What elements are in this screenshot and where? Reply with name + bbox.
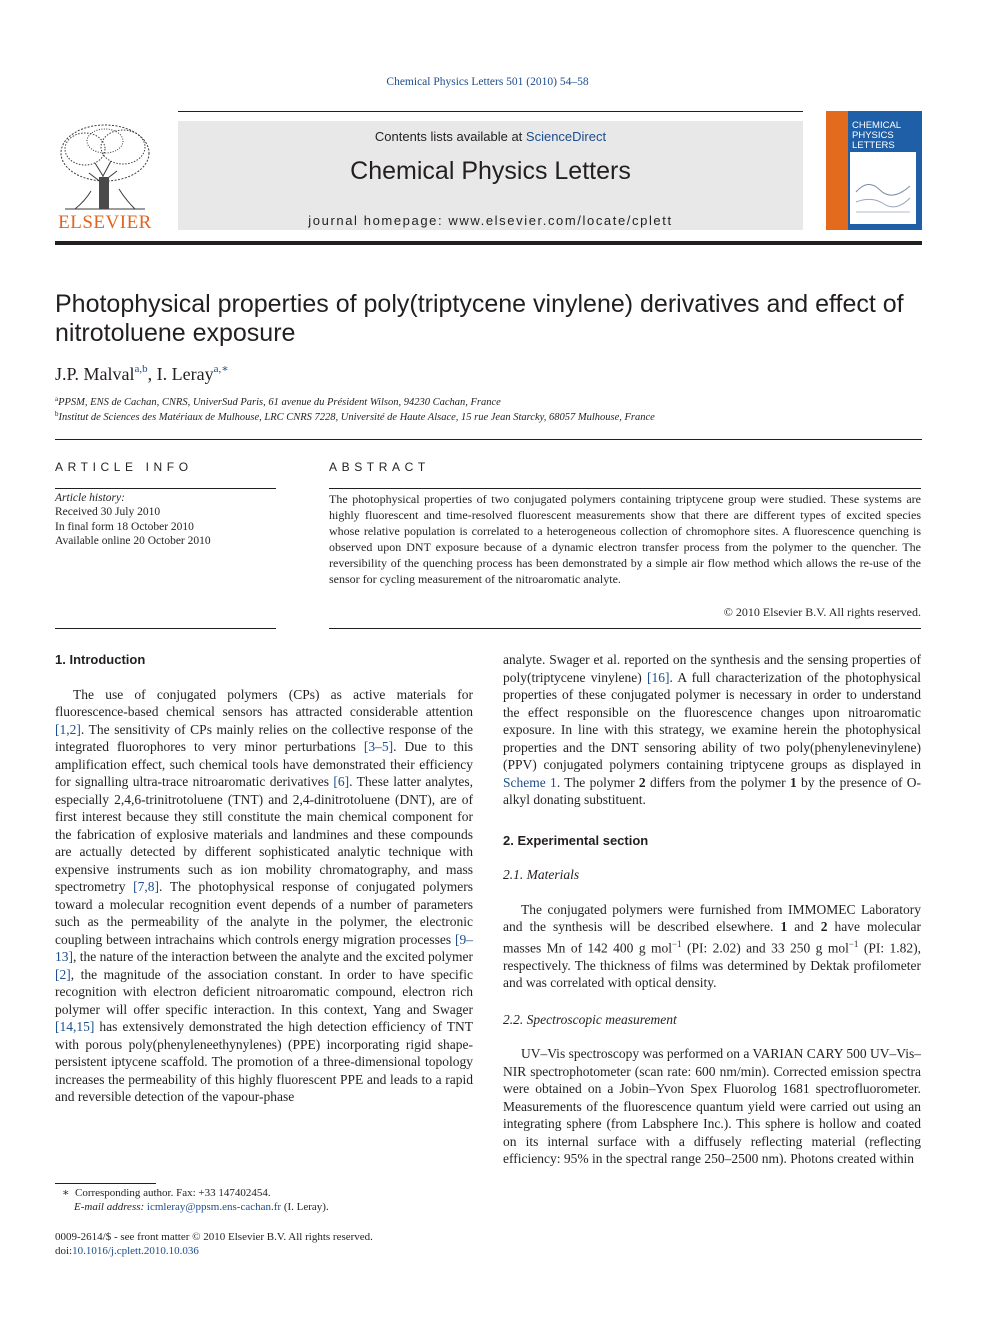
contents-availability xyxy=(178,129,803,144)
email-label: E-mail address: xyxy=(74,1201,147,1213)
journal-banner xyxy=(178,121,803,230)
citation-link[interactable]: [14,15] xyxy=(55,1019,95,1034)
article-history xyxy=(55,491,275,549)
citation-link[interactable]: [16] xyxy=(646,669,670,685)
section-rule xyxy=(55,439,922,440)
article-info-heading: ARTICLE INFO xyxy=(55,460,193,474)
affiliation-mark: a xyxy=(55,395,59,403)
citation-link[interactable]: [9–13] xyxy=(55,931,473,964)
doi-link[interactable]: 10.1016/j.cplett.2010.10.036 xyxy=(72,1245,199,1257)
affiliation-text: Institut de Sciences des Matériaux de Mulhouse, LRC CNRS 7228, Université de Haute Alsace, 15 rue Jean Starcky, 68057 Mulhouse, France xyxy=(58,412,655,423)
cover-title-line: CHEMICAL xyxy=(852,120,902,131)
body-text: . A full characterization of the photophysical properties of these conjugated polymer is necessary in order to understand the effect responsible on the fluorescence changes upon nitroaromatic exposure. In line with this strategy, we examine herein the photophysical properties and the DNT sensoring ability of two poly(phenylenevinylene) (PPV) conjugated polymers containing triptycene groups as displayed in xyxy=(503,669,921,772)
body-right-column xyxy=(503,651,921,1168)
cover-graph-icon xyxy=(850,152,916,224)
article-title: Photophysical properties of poly(triptycene vinylene) derivatives and effect of nitrotoluene exposure xyxy=(55,290,904,347)
email-link[interactable]: icmleray@ppsm.ens-cachan.fr xyxy=(146,1201,282,1213)
section-heading-experimental: 2. Experimental section xyxy=(503,832,649,848)
author-name: , I. Leray xyxy=(147,364,214,384)
header-rule xyxy=(178,111,803,112)
body-text: differs from the polymer xyxy=(645,774,790,790)
author-affiliation-marks[interactable]: a,b xyxy=(134,363,148,375)
contents-prefix: Contents lists available at xyxy=(374,129,526,144)
journal-reference[interactable]: Chemical Physics Letters 501 (2010) 54–58 xyxy=(386,76,589,88)
info-rule xyxy=(55,488,276,489)
abstract-rule-bottom xyxy=(329,628,921,629)
cover-title xyxy=(852,121,920,151)
scheme-link[interactable]: Scheme 1 xyxy=(503,774,557,790)
footnote-mark: ∗ xyxy=(62,1187,70,1199)
email-tail: (I. Leray). xyxy=(281,1201,329,1213)
affiliation-text: PPSM, ENS de Cachan, CNRS, UniverSud Paris, 61 avenue du Président Wilson, 94230 Cachan, France xyxy=(58,397,501,408)
tree-icon xyxy=(55,121,155,213)
citation-link[interactable]: [7,8] xyxy=(133,879,160,894)
body-text: (PI: 1.82), respectively. The thickness of films was determined by Dektak profilometer and was correlated with optical density. xyxy=(503,940,921,990)
affiliation-mark: b xyxy=(55,410,59,418)
unit-exponent: −1 xyxy=(848,938,859,949)
abstract-rule xyxy=(329,488,921,489)
cover-graphic xyxy=(850,152,916,224)
unit-exponent: −1 xyxy=(671,938,682,949)
body-text: (PI: 2.02) and 33 250 g mol xyxy=(681,940,849,955)
history-label: Article history: xyxy=(55,492,125,504)
corresponding-author-note xyxy=(62,1186,271,1199)
publisher-wordmark: ELSEVIER xyxy=(58,212,152,233)
body-text: . Due to this amplification effect, such chemical tools have demonstrated their efficiency for signalling ultra-trace nitroaromatic derivatives xyxy=(55,739,473,789)
body-text: , the nature of the interaction between the analyte and the excited polymer xyxy=(73,949,473,964)
materials-paragraph xyxy=(503,901,921,992)
cover-title-line: PHYSICS xyxy=(852,130,894,141)
body-text: analyte. Swager et al. reported on the synthesis and the sensing properties of poly(triptycene vinylene) xyxy=(503,652,921,685)
history-online: Available online 20 October 2010 xyxy=(55,535,211,548)
info-rule-bottom xyxy=(55,628,276,629)
history-received: Received 30 July 2010 xyxy=(55,506,161,519)
abstract-text: The photophysical properties of two conjugated polymers containing triptycene group were studied. These systems are highly fluorescent and time-resolved fluorescent measurements show that there are different types of excited species whose relative population is correlated to a heterogeneous collection of chromophore sites. A fluorescence quenching is observed upon DNT exposure because of a dynamic electron transfer process from the polymer to the quencher. The reversibility of the quenching process has been demonstrated by a simple air flow method which allows the re-use of the sensor for cycling measurement of the nitroaromatic analyte. xyxy=(329,492,921,586)
affiliation-b xyxy=(55,410,655,423)
body-text: , the magnitude of the association constant. In order to have specific recognition with electron deficient nitroaromatic compound, electron rich polymer will offer specific interaction. In this context, Yang and Swager xyxy=(55,966,473,1017)
sciencedirect-link[interactable]: ScienceDirect xyxy=(525,129,607,144)
journal-cover-thumbnail xyxy=(826,111,922,230)
body-text: have molecular masses Mn of 142 400 g mol xyxy=(503,919,921,955)
citation-link[interactable]: [3–5] xyxy=(363,739,394,754)
cover-title-line: LETTERS xyxy=(852,140,895,151)
abstract-heading: ABSTRACT xyxy=(329,460,430,474)
compound-label: 1 xyxy=(780,919,788,934)
cover-strip xyxy=(826,111,848,230)
subsection-heading-materials: 2.1. Materials xyxy=(503,867,580,882)
compound-label: 2 xyxy=(638,774,646,790)
body-text: has extensively demonstrated the high detection efficiency of TNT with porous poly(phenyleneethynylenes) (PPE) incorporating rigid shape-persistent iptycene scaffold. The promotion of a three-dimensional topology increases the permeability of this highly fluorescent PPE and leads to a rapid and reversible detection of the vapour-phase xyxy=(55,1019,473,1104)
body-left-column xyxy=(55,651,473,1106)
body-text: The use of conjugated polymers (CPs) as active materials for fluorescence-based chemical sensors has attracted considerable attention xyxy=(55,686,473,719)
body-text: by the presence of O-alkyl donating substituent. xyxy=(503,774,921,807)
journal-homepage[interactable]: journal homepage: www.elsevier.com/locate/cplett xyxy=(308,213,673,228)
body-text: . The sensitivity of CPs mainly relies on the collective response of the integrated fluorophores to very minor perturbations xyxy=(55,721,473,754)
author-list xyxy=(55,362,229,385)
citation-link[interactable]: [6] xyxy=(333,774,350,789)
body-text: The conjugated polymers were furnished from IMMOMEC Laboratory and the synthesis will be described elsewhere. xyxy=(503,901,921,934)
body-text: . The photophysical response of conjugated polymers toward a molecular recognition event depends of a number of parameters such as the permeability of the analyte in the polymer, the electronic coupling between intrachains which controls energy migration processes xyxy=(55,879,473,947)
body-text: and xyxy=(787,919,821,934)
issn-line: 0009-2614/$ - see front matter © 2010 Elsevier B.V. All rights reserved. xyxy=(55,1231,373,1243)
journal-title: Chemical Physics Letters xyxy=(350,157,631,185)
footnote-text: Corresponding author. Fax: +33 147402454. xyxy=(74,1187,271,1199)
section-heading-introduction: 1. Introduction xyxy=(55,652,146,667)
citation-link[interactable]: [1,2] xyxy=(55,721,81,737)
subsection-heading-spectroscopy: 2.2. Spectroscopic measurement xyxy=(503,1011,677,1027)
doi-label: doi: xyxy=(55,1245,73,1257)
history-revised: In final form 18 October 2010 xyxy=(55,520,194,533)
header-thick-rule xyxy=(55,241,922,245)
email-note xyxy=(74,1201,329,1213)
introduction-paragraph-continued xyxy=(503,651,921,809)
introduction-paragraph xyxy=(55,686,473,1106)
footnote-rule xyxy=(55,1183,156,1184)
citation-link[interactable]: [2] xyxy=(55,966,71,982)
affiliation-a xyxy=(55,395,501,408)
body-text: . These latter analytes, especially 2,4,6-trinitrotoluene (TNT) and 2,4-dinitrotoluene (DNT), are of first interest because they still constitute the main chemical component for the fabrication of explosive materials and landmines and these compounds are actually detected by different sophisticated analytic technique with expensive instruments such as ion mobility chromatography, and mass spectrometry xyxy=(55,774,473,894)
body-text: . The polymer xyxy=(556,774,639,790)
compound-label: 1 xyxy=(789,774,797,790)
author-affiliation-marks[interactable]: a,∗ xyxy=(213,363,229,375)
spectroscopy-paragraph: UV–Vis spectroscopy was performed on a VARIAN CARY 500 UV–Vis–NIR spectrophotometer (scan rate: 600 nm/min). Corrected emission spectra were obtained on a Jobin–Yvon Spex Fluorolog 1681 spectrofluorometer. Measurements of the fluorescence quantum yield were carried out using an integrating sphere (from Labsphere Inc.). This sphere is hollow and coated on its internal surface with a diffusely reflecting material (reflecting efficiency: 95% in the spectral range 250–2500 nm). Photons created within xyxy=(503,1046,921,1166)
compound-label: 2 xyxy=(820,919,828,934)
abstract-copyright: © 2010 Elsevier B.V. All rights reserved. xyxy=(723,605,921,619)
author-name: J.P. Malval xyxy=(55,364,135,384)
doi-line xyxy=(55,1245,199,1257)
